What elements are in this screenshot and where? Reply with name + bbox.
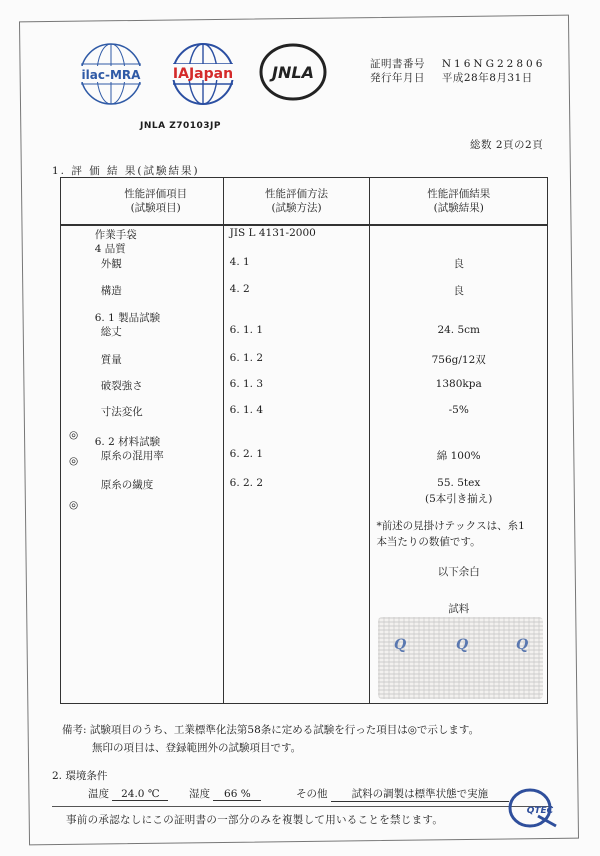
result-structure: 良 (453, 285, 464, 297)
remarks-label: 備考: (62, 724, 87, 736)
remarks-line1: 試験項目のうち、工業標準化法第58条に定める試験を行った項目は◎で示します。 (89, 724, 480, 736)
page-count: 総数 2頁の2頁 (470, 139, 544, 151)
other-value: 試料の調製は標準状態で実施 (331, 786, 509, 802)
end-text: 以下余白 (437, 566, 480, 578)
ilac-mra-logo (70, 38, 152, 110)
header-item-line1: 性能評価項目 (124, 188, 188, 200)
section-1-title: 1. 評 価 結 果(試験結果) (52, 165, 200, 177)
item-appearance: 外観 (100, 258, 122, 270)
header-item (89, 178, 223, 226)
item-burst: 破裂強さ (100, 380, 143, 392)
item-fineness: 原糸の繊度 (100, 479, 154, 491)
humidity-value: 66 (224, 788, 238, 800)
item-blend: 原糸の混用率 (100, 450, 164, 462)
humidity-unit: % (240, 788, 251, 800)
result-fineness-note: (5本引き揃え) (425, 493, 493, 505)
item-material-test: 6. 2 材料試験 (94, 436, 161, 448)
method-dimension: 6. 1. 4 (229, 404, 264, 416)
certificate-info (370, 57, 545, 85)
humidity-field (213, 788, 261, 801)
temp-unit: ℃ (147, 788, 160, 800)
environment-conditions (88, 786, 509, 802)
result-burst: 1380kpa (435, 378, 482, 390)
item-column (89, 225, 223, 704)
item-quality: 4 品質 (94, 243, 126, 255)
item-product-test: 6. 1 製品試験 (94, 312, 161, 324)
mark-column (61, 225, 89, 704)
qtec-logo (506, 786, 562, 830)
temp-field (112, 788, 168, 801)
table-header-row (61, 178, 548, 226)
jnla-code: JNLA Z70103JP (140, 121, 221, 131)
method-mass: 6. 1. 2 (229, 352, 264, 364)
mark-burst: ◎ (69, 429, 79, 441)
sample-label: 試料 (448, 603, 470, 615)
header-mark-cell (61, 178, 89, 226)
header-result-line1: 性能評価結果 (427, 188, 491, 200)
qtec-logo-text: QTEC (526, 806, 554, 816)
method-column (223, 225, 370, 704)
header-item-line2: (試験項目) (130, 202, 181, 214)
tex-note-line2: 本当たりの数値です。 (376, 536, 481, 548)
result-blend: 綿 100% (436, 450, 481, 462)
method-appearance: 4. 1 (229, 256, 250, 268)
header-method-line1: 性能評価方法 (265, 188, 329, 200)
sample-swatch (378, 617, 543, 699)
jnla-logo-text: JNLA (272, 63, 314, 82)
item-length: 総丈 (100, 326, 122, 338)
header-method (223, 178, 370, 226)
result-length: 24. 5cm (437, 324, 480, 336)
method-blend: 6. 2. 1 (229, 448, 264, 460)
other-label: その他 (296, 788, 328, 800)
method-fineness: 6. 2. 2 (229, 477, 264, 489)
humidity-label: 湿度 (189, 788, 211, 800)
item-mass: 質量 (100, 354, 122, 366)
item-structure: 構造 (100, 285, 122, 297)
mark-blend: ◎ (69, 499, 79, 511)
method-length: 6. 1. 1 (229, 324, 264, 336)
result-fineness: 55. 5tex (437, 477, 481, 489)
footer-divider (52, 806, 552, 807)
method-standard: JIS L 4131-2000 (229, 227, 316, 239)
sample-mark-2: Q (456, 637, 469, 653)
header-result (370, 178, 548, 226)
result-appearance: 良 (453, 258, 464, 270)
iajapan-logo (158, 30, 248, 112)
temp-label: 温度 (88, 788, 109, 800)
temp-value: 24.0 (121, 788, 145, 800)
issue-date-label: 発行年月日 (370, 72, 425, 84)
header-method-line2: (試験方法) (271, 202, 322, 214)
method-structure: 4. 2 (229, 283, 250, 295)
remarks (62, 721, 479, 757)
result-dimension: -5% (448, 404, 469, 416)
footer-text: 事前の承認なしにこの証明書の一部分のみを複製して用いることを禁じます。 (66, 814, 444, 826)
sample-mark-3: Q (516, 637, 529, 653)
cert-no-label: 証明書番号 (370, 58, 425, 70)
iajapan-logo-text: IAJapan (172, 66, 234, 82)
item-dimension: 寸法変化 (100, 406, 143, 418)
result-mass: 756g/12双 (431, 354, 486, 366)
header-result-line2: (試験結果) (433, 202, 484, 214)
sample-mark-1: Q (394, 637, 407, 653)
tex-note-line1: *前述の見掛けテックスは、糸1 (376, 520, 525, 532)
cert-no: N16NG22806 (441, 58, 546, 70)
issue-date: 平成28年8月31日 (441, 72, 533, 84)
item-gloves: 作業手袋 (94, 229, 137, 241)
mark-dimension: ◎ (69, 455, 79, 467)
jnla-logo (258, 42, 328, 102)
section-2-title: 2. 環境条件 (52, 770, 108, 782)
method-burst: 6. 1. 3 (229, 378, 264, 390)
remarks-line2: 無印の項目は、登録範囲外の試験項目です。 (92, 742, 302, 754)
ilac-mra-logo-text: ilac-MRA (81, 68, 141, 82)
